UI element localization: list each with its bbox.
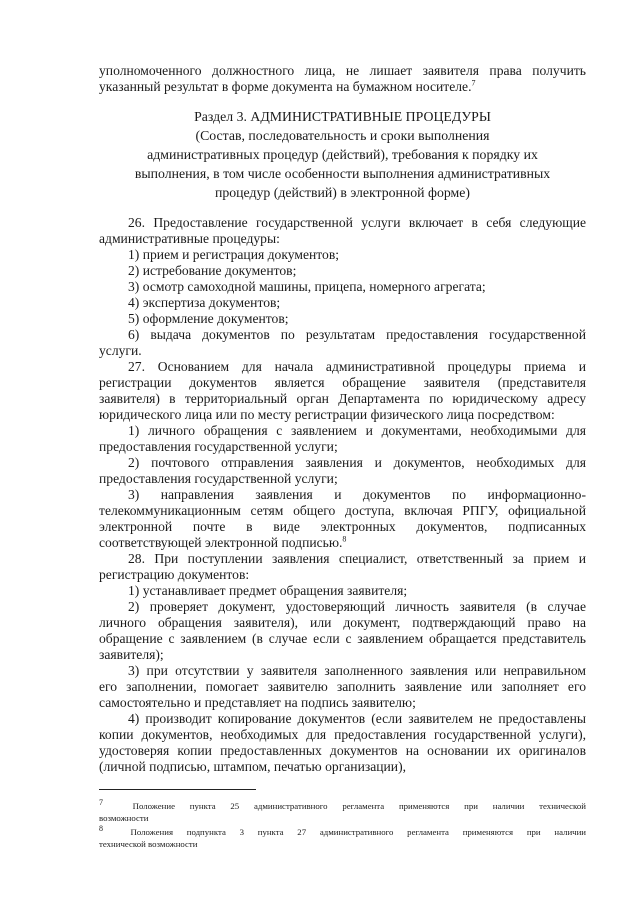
section-subtitle-line: выполнения, в том числе особенности выполнения административных	[134, 166, 551, 181]
section-subtitle-line: процедур (действий) в электронной форме)	[214, 185, 470, 200]
paragraph-27-line: 27. Основанием для начала административной процедуры приема и	[128, 359, 586, 374]
paragraph-26-line: 26. Предоставление государственной услуги включает в себя следующие	[128, 215, 586, 230]
paragraph-27-line: предоставления государственной услуги;	[99, 439, 338, 454]
paragraph-26-line: 6) выдача документов по результатам предоставления государственной	[128, 327, 586, 342]
paragraph-27-line: регистрации документов является обращение заявителя (представителя	[99, 375, 586, 390]
paragraph-28-line: регистрацию документов:	[99, 567, 250, 582]
paragraph-28-line: самостоятельно и представляет на подпись заявителю;	[99, 695, 416, 710]
paragraph-27-line: предоставления государственной услуги;	[99, 471, 338, 486]
footnote-separator	[99, 789, 256, 790]
paragraph-26-line: 5) оформление документов;	[128, 311, 289, 326]
body-line: указанный результат в форме документа на бумажном носителе.$^7$	[99, 78, 476, 94]
footnote-8-line: $^8$ Положения подпункта 3 пункта 27 административного регламента применяются при наличии	[99, 824, 586, 837]
paragraph-28-line: 4) производит копирование документов (если заявителем не предоставлены	[128, 711, 586, 726]
paragraph-28-line: обращение с заявлением (в случае если с заявлением обращается представитель	[99, 631, 586, 646]
paragraph-28-line: 28. При поступлении заявления специалист, ответственный за прием и	[128, 551, 586, 566]
section-subtitle-line: административных процедур (действий), требования к порядку их	[147, 147, 538, 162]
paragraph-28-line: 1) устанавливает предмет обращения заявителя;	[128, 583, 408, 598]
footnote-ref-8: 8	[342, 534, 347, 544]
paragraph-26-line: 3) осмотр самоходной машины, прицепа, номерного агрегата;	[128, 279, 486, 294]
footnote-7-line: $^7$ Положение пункта 25 административного регламента применяются при наличии технической	[99, 798, 586, 811]
paragraph-28-line: заявителя);	[99, 647, 164, 662]
paragraph-26-line: 1) прием и регистрация документов;	[128, 247, 340, 262]
paragraph-28-line: его заполнении, помогает заявителю заполнить заявление или заполняет его	[99, 679, 586, 694]
paragraph-28-line: 2) проверяет документ, удостоверяющий личность заявителя (в случае	[128, 599, 586, 614]
section-subtitle-line: (Состав, последовательность и сроки выполнения	[195, 128, 490, 143]
paragraph-28-line: личного обращения заявителя), или документ, подтверждающий право на	[99, 615, 586, 630]
paragraph-27-line: телекоммуникационным сетям общего доступа, включая РПГУ, официальной	[99, 503, 586, 518]
paragraph-28-line: 3) при отсутствии у заявителя заполненного заявления или неправильном	[128, 663, 586, 678]
section-title: Раздел 3. АДМИНИСТРАТИВНЫЕ ПРОЦЕДУРЫ	[194, 109, 491, 124]
body-line: уполномоченного должностного лица, не лишает заявителя права получить	[99, 63, 586, 78]
paragraph-26-line: услуги.	[99, 343, 142, 358]
paragraph-28-line: (личной подписью, штампом, печатью организации),	[99, 759, 407, 774]
paragraph-28-line: копии документов, необходимых для предоставления государственной услуги),	[99, 727, 586, 742]
footnote-7-line: возможности	[99, 813, 149, 823]
paragraph-27-line: 2) почтового отправления заявления и документов, необходимых для	[128, 455, 586, 470]
footnote-mark-7: 7	[99, 798, 103, 808]
footnote-ref-7: 7	[471, 78, 476, 88]
paragraph-27-line: электронной почте в виде электронных документов, подписанных	[99, 519, 586, 534]
paragraph-27-line: 1) личного обращения с заявлением и документами, необходимыми для	[128, 423, 586, 438]
paragraph-26-line: 4) экспертиза документов;	[128, 295, 281, 310]
paragraph-27-line: заявителя) в территориальный орган Департамента по юридическому адресу	[99, 391, 586, 406]
paragraph-26-line: административные процедуры:	[99, 231, 280, 246]
footnote-8-line: технической возможности	[99, 839, 198, 849]
footnote-mark-8: 8	[99, 824, 103, 834]
paragraph-27-line: соответствующей электронной подписью.$^8$	[99, 534, 347, 550]
paragraph-26-line: 2) истребование документов;	[128, 263, 297, 278]
paragraph-27-line: 3) направления заявления и документов по информационно-	[128, 487, 586, 502]
paragraph-27-line: юридического лица или по месту регистрации физического лица посредством:	[99, 407, 555, 422]
paragraph-28-line: удостоверяя копии предоставленных документов на основании их оригиналов	[99, 743, 586, 758]
